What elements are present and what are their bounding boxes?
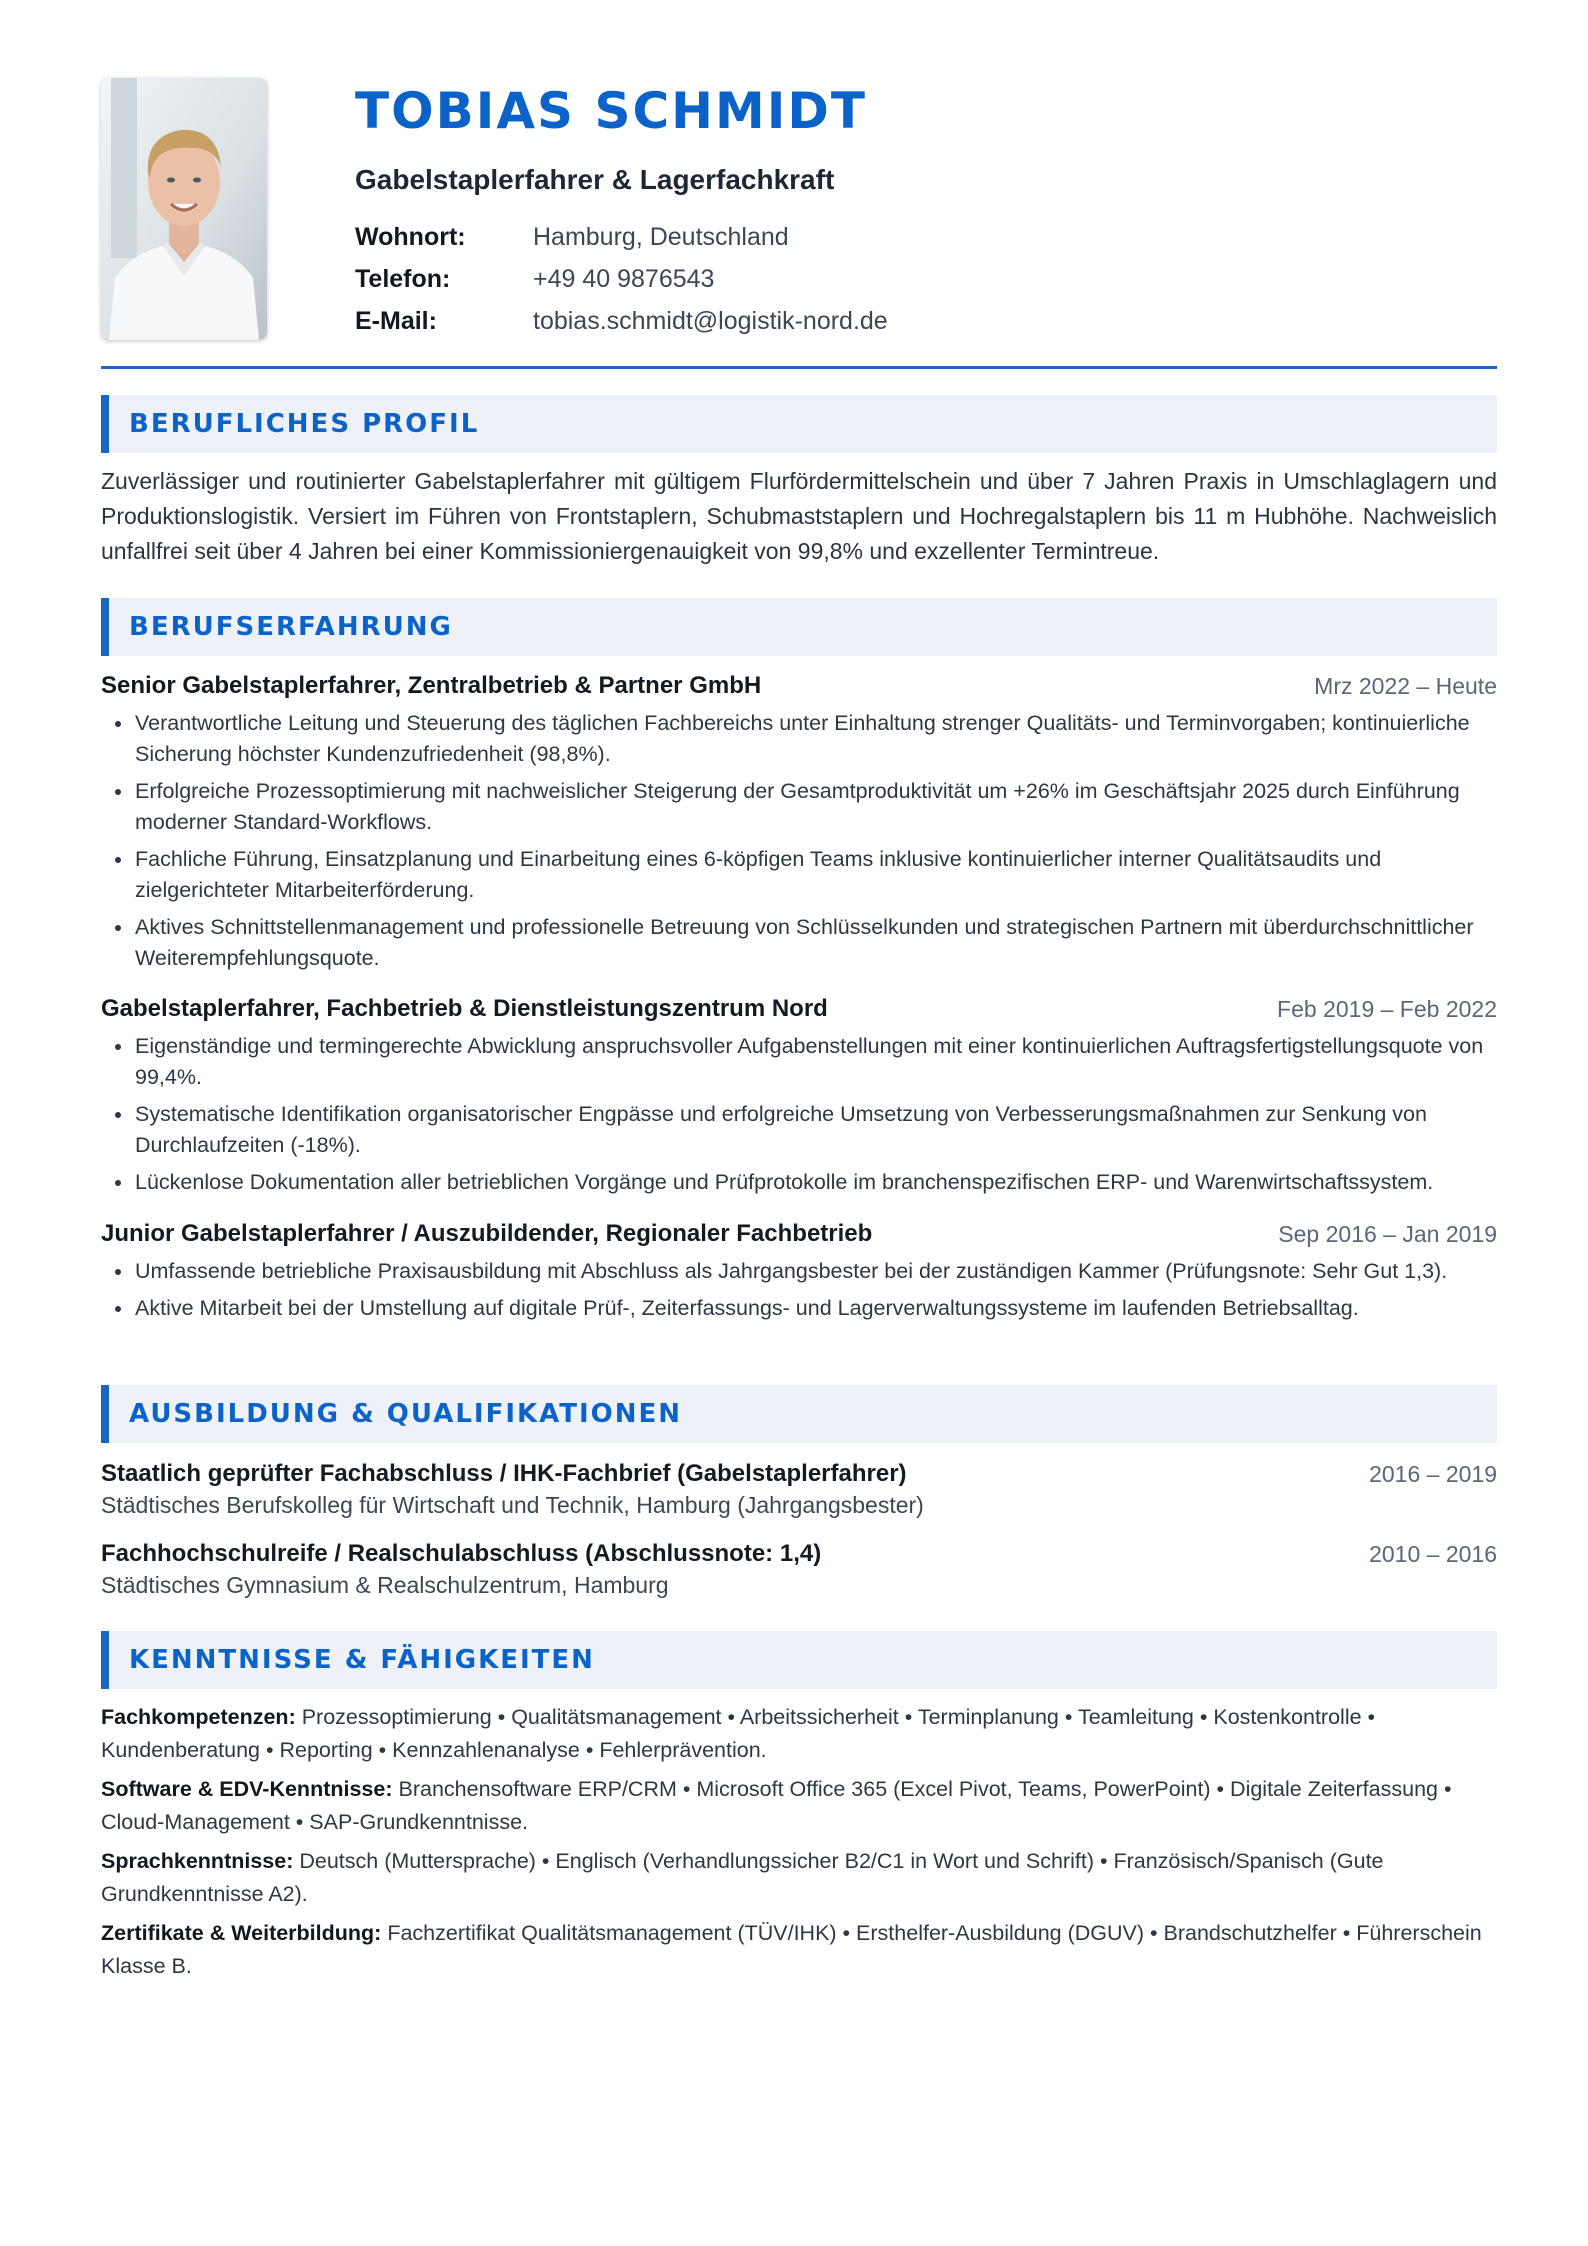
education-date: 2016 – 2019: [1369, 1461, 1497, 1487]
education-title: Staatlich geprüfter Fachabschluss / IHK-Fachbrief (Gabelstaplerfahrer): [101, 1460, 907, 1487]
contact-label: Telefon:: [355, 265, 451, 293]
contact-block: [355, 222, 1055, 348]
contact-row-email: [355, 306, 1055, 348]
job-bullets: [101, 1256, 1497, 1330]
contact-label: E-Mail:: [355, 307, 437, 335]
education-institution: Städtisches Gymnasium & Realschulzentrum, Hamburg: [101, 1572, 669, 1598]
skill-row-software: [101, 1773, 1497, 1839]
skill-row-languages: [101, 1845, 1497, 1911]
contact-value-phone[interactable]: +49 40 9876543: [533, 265, 715, 293]
job-date: Feb 2019 – Feb 2022: [1277, 996, 1497, 1022]
job-title: Senior Gabelstaplerfahrer, Zentralbetrieb & Partner GmbH: [101, 672, 762, 699]
skill-row-certificates: [101, 1917, 1497, 1983]
list-item: Eigenständige und termingerechte Abwicklung anspruchsvoller Aufgabenstellungen mit einer kontinuierlichen Auftragsfertigstellungsquote von 99,4%.: [135, 1031, 1497, 1093]
skill-label: Software & EDV-Kenntnisse:: [101, 1777, 393, 1801]
list-item: Umfassende betriebliche Praxisausbildung mit Abschluss als Jahrgangsbester bei der zuständigen Kammer (Prüfungsnote: Sehr Gut 1,3).: [135, 1256, 1497, 1287]
section-heading-education: [101, 1385, 1497, 1443]
section-heading-skills: [101, 1631, 1497, 1689]
job-title: Junior Gabelstaplerfahrer / Auszubildender, Regionaler Fachbetrieb: [101, 1220, 873, 1247]
skill-text: Fachzertifikat Qualitätsmanagement (TÜV/IHK) • Ersthelfer-Ausbildung (DGUV) • Brandschutzhelfer • Führerschein Klasse B.: [101, 1921, 1482, 1978]
contact-value-email[interactable]: tobias.schmidt@logistik-nord.de: [533, 307, 888, 335]
list-item: Aktives Schnittstellenmanagement und professionelle Betreuung von Schlüsselkunden und strategischen Partnern mit überdurchschnittlicher Weiterempfehlungsquote.: [135, 912, 1497, 974]
resume-header: [101, 78, 1497, 342]
skill-row-expertise: [101, 1701, 1497, 1767]
candidate-name: TOBIAS SCHMIDT: [355, 82, 867, 140]
list-item: Fachliche Führung, Einsatzplanung und Einarbeitung eines 6-köpfigen Teams inklusive kontinuierlicher interner Qualitätsaudits und zielgerichteter Mitarbeiterförderung.: [135, 844, 1497, 906]
list-item: Verantwortliche Leitung und Steuerung des täglichen Fachbereichs unter Einhaltung strenger Qualitäts- und Terminvorgaben; kontinuierliche Sicherung höchster Kundenzufriedenheit (98,8%).: [135, 708, 1497, 770]
education-institution: Städtisches Berufskolleg für Wirtschaft und Technik, Hamburg (Jahrgangsbester): [101, 1492, 924, 1518]
job-date: Sep 2016 – Jan 2019: [1278, 1221, 1497, 1247]
header-divider: [101, 366, 1497, 369]
job-bullets: [101, 1031, 1497, 1204]
list-item: Systematische Identifikation organisatorischer Engpässe und erfolgreiche Umsetzung von Verbesserungsmaßnahmen zur Senkung von Durchlaufzeiten (-18%).: [135, 1099, 1497, 1161]
skill-text: Branchensoftware ERP/CRM • Microsoft Office 365 (Excel Pivot, Teams, PowerPoint) • Digitale Zeiterfassung • Cloud-Management • SAP-Grundkenntnisse.: [101, 1777, 1452, 1834]
skill-label: Sprachkenntnisse:: [101, 1849, 294, 1873]
section-heading-text: KENNTNISSE & FÄHIGKEITEN: [129, 1645, 595, 1675]
job-date: Mrz 2022 – Heute: [1314, 673, 1497, 699]
section-heading-experience: [101, 598, 1497, 656]
skill-label: Zertifikate & Weiterbildung:: [101, 1921, 382, 1945]
list-item: Erfolgreiche Prozessoptimierung mit nachweislicher Steigerung der Gesamtproduktivität um +26% im Geschäftsjahr 2025 durch Einführung moderner Standard-Workflows.: [135, 776, 1497, 838]
education-title: Fachhochschulreife / Realschulabschluss (Abschlussnote: 1,4): [101, 1540, 822, 1567]
list-item: Aktive Mitarbeit bei der Umstellung auf digitale Prüf-, Zeiterfassungs- und Lagerverwaltungssysteme im laufenden Betriebsalltag.: [135, 1293, 1497, 1324]
job-bullets: [101, 708, 1497, 980]
skill-text: Prozessoptimierung • Qualitätsmanagement • Arbeitssicherheit • Terminplanung • Teamleitung • Kostenkontrolle • Kundenberatung • Reporting • Kennzahlenanalyse • Fehlerprävention.: [101, 1705, 1376, 1762]
contact-label: Wohnort:: [355, 223, 466, 251]
education-date: 2010 – 2016: [1369, 1541, 1497, 1567]
profile-photo: [101, 78, 267, 340]
section-heading-text: BERUFLICHES PROFIL: [129, 409, 480, 439]
contact-row-phone: [355, 264, 1055, 306]
contact-row-residence: [355, 222, 1055, 264]
section-heading-text: AUSBILDUNG & QUALIFIKATIONEN: [129, 1399, 683, 1429]
section-heading-text: BERUFSERFAHRUNG: [129, 612, 453, 642]
job-title: Gabelstaplerfahrer, Fachbetrieb & Dienstleistungszentrum Nord: [101, 995, 828, 1022]
list-item: Lückenlose Dokumentation aller betrieblichen Vorgänge und Prüfprotokolle im branchenspezifischen ERP- und Warenwirtschaftssystem.: [135, 1167, 1497, 1198]
section-heading-profile: [101, 395, 1497, 453]
skill-label: Fachkompetenzen:: [101, 1705, 296, 1729]
candidate-title: Gabelstaplerfahrer & Lagerfachkraft: [355, 164, 835, 195]
contact-value-residence: Hamburg, Deutschland: [533, 223, 789, 251]
skill-text: Deutsch (Muttersprache) • Englisch (Verhandlungssicher B2/C1 in Wort und Schrift) • Französisch/Spanisch (Gute Grundkenntnisse A2).: [101, 1849, 1384, 1906]
resume-page: [101, 78, 1497, 1978]
profile-text: Zuverlässiger und routinierter Gabelstaplerfahrer mit gültigem Flurfördermittelschein und über 7 Jahren Praxis in Umschlaglagern und Produktionslogistik. Versiert im Führen von Frontstaplern, Schubmaststaplern und Hochregalstaplern bis 11 m Hubhöhe. Nachweislich unfallfrei seit über 4 Jahren bei einer Kommissioniergenauigkeit von 99,8% und exzellenter Termintreue.: [101, 468, 1497, 564]
